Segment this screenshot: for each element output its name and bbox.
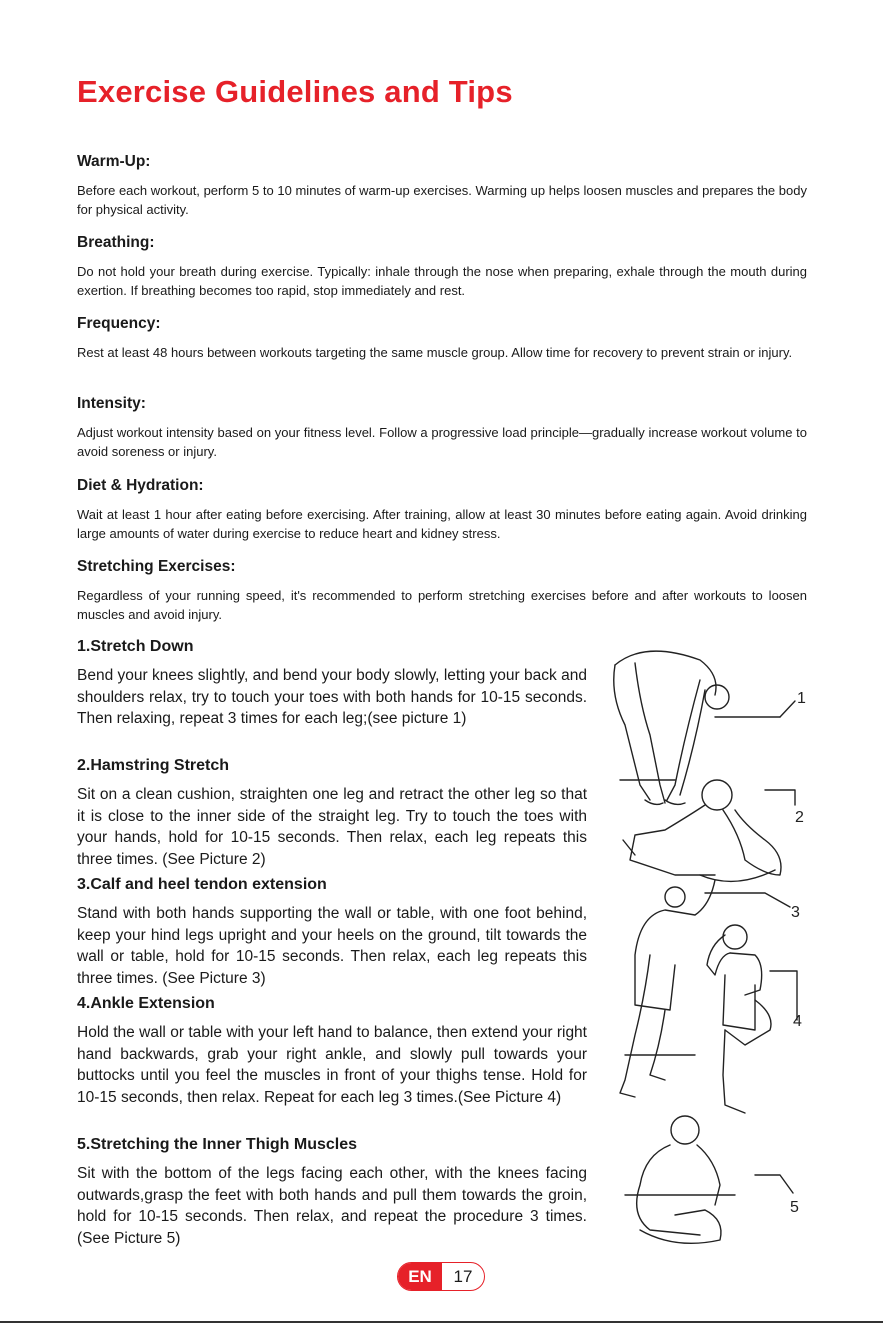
exercise-calf-heel — [77, 876, 587, 989]
section-heading: Breathing: — [77, 234, 155, 251]
exercise-stretch-down — [77, 638, 587, 730]
page-title: Exercise Guidelines and Tips — [77, 74, 513, 109]
section-breathing — [77, 234, 807, 300]
section-frequency — [77, 315, 807, 362]
figure-5-inner-thigh — [625, 1116, 799, 1243]
section-text: Do not hold your breath during exercise. Typically: inhale through the nose when preparing, exhale through the mouth during exertion. If breathing becomes too rapid, stop immediately and rest. — [77, 264, 807, 298]
figure-3-calf-heel — [620, 880, 800, 1097]
exercise-text: Bend your knees slightly, and bend your body slowly, letting your back and shoulders relax, try to touch your toes with both hands for 10-15 seconds. Then relaxing, repeat 3 times for each leg;(see picture 1) — [77, 667, 587, 727]
exercise-text: Hold the wall or table with your left hand to balance, then extend your right hand backwards, grab your right ankle, and slowly pull towards your buttocks until you feel the muscles in front of your thighs tense. Hold for 10-15 seconds, then relax. Repeat for each leg 3 times.(See Picture 4) — [77, 1024, 587, 1106]
section-heading: Warm-Up: — [77, 153, 151, 170]
exercise-text: Stand with both hands supporting the wall or table, with one foot behind, keep your hind legs upright and your heels on the ground, tilt towards the wall or table, hold for 10-15 seconds. Then relax, each leg repeats this three times. (See Picture 3) — [77, 905, 587, 987]
section-text: Adjust workout intensity based on your fitness level. Follow a progressive load principle—gradually increase workout volume to avoid soreness or injury. — [77, 425, 807, 459]
exercise-heading: 2.Hamstring Stretch — [77, 757, 230, 774]
section-stretching — [77, 558, 807, 624]
exercise-ankle-extension — [77, 995, 587, 1108]
section-text: Regardless of your running speed, it's recommended to perform stretching exercises before and after workouts to loosen muscles and avoid injury. — [77, 588, 807, 622]
section-warm-up — [77, 153, 807, 219]
exercise-text: Sit on a clean cushion, straighten one leg and retract the other leg so that it is close to the inner side of the straight leg. Try to touch the toes with your hands, hold for 10-15 seconds. Then relax, each leg repeats this three times. (See Picture 2) — [77, 786, 587, 868]
figure-label-1: 1 — [797, 690, 806, 707]
section-text: Before each workout, perform 5 to 10 minutes of warm-up exercises. Warming up helps loosen muscles and prepares the body for physical activity. — [77, 183, 807, 217]
section-heading: Diet & Hydration: — [77, 477, 204, 494]
section-heading: Intensity: — [77, 395, 146, 412]
figure-4-ankle-extension — [707, 925, 802, 1113]
exercise-text: Sit with the bottom of the legs facing each other, with the knees facing outwards,grasp the feet with both hands and pull them towards the groin, hold for 10-15 seconds. Then relax, and repeat the procedure 3 times. (See Picture 5) — [77, 1165, 587, 1247]
page-badge — [397, 1262, 485, 1291]
section-text: Wait at least 1 hour after eating before exercising. After training, allow at least 30 minutes before eating again. Avoid drinking large amounts of water during exercise to reduce heart and kidney stress. — [77, 507, 807, 541]
page-number: 17 — [453, 1266, 473, 1286]
exercise-heading: 1.Stretch Down — [77, 638, 194, 655]
section-heading: Stretching Exercises: — [77, 558, 236, 575]
exercise-heading: 5.Stretching the Inner Thigh Muscles — [77, 1136, 358, 1153]
figure-2-hamstring-stretch — [623, 780, 804, 881]
exercise-inner-thigh — [77, 1136, 587, 1249]
figure-label-4: 4 — [793, 1013, 802, 1030]
exercise-heading: 3.Calf and heel tendon extension — [77, 876, 327, 893]
exercise-hamstring-stretch — [77, 757, 587, 870]
exercise-heading: 4.Ankle Extension — [77, 995, 215, 1012]
figure-label-2: 2 — [795, 809, 804, 826]
section-heading: Frequency: — [77, 315, 161, 332]
section-diet-hydration — [77, 477, 807, 543]
figure-label-5: 5 — [790, 1199, 799, 1216]
section-text: Rest at least 48 hours between workouts targeting the same muscle group. Allow time for recovery to prevent strain or injury. — [77, 345, 793, 360]
stretching-illustration — [605, 635, 835, 1265]
language-label: EN — [398, 1263, 442, 1290]
figure-label-3: 3 — [791, 904, 800, 921]
footer-rule — [0, 1321, 883, 1323]
section-intensity — [77, 395, 807, 461]
